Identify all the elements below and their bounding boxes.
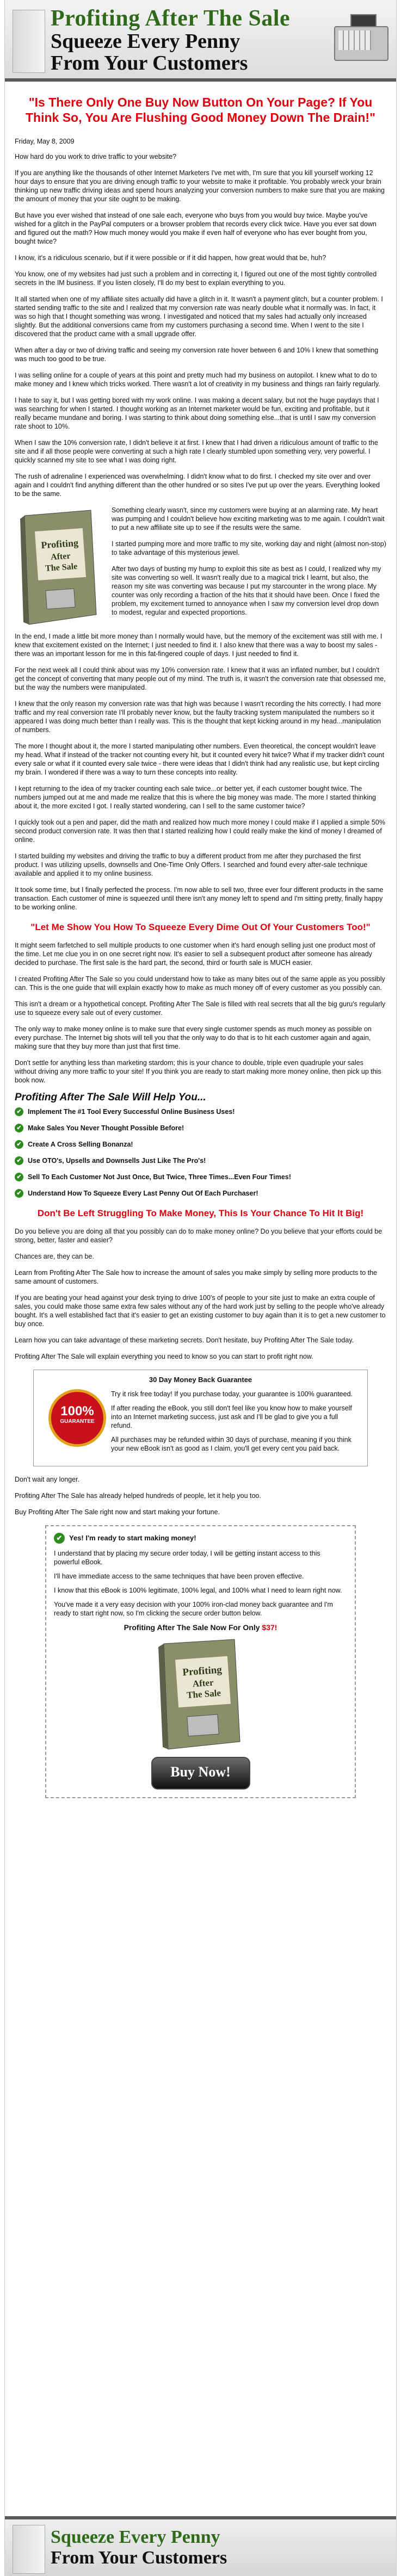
price-value: $37! [262,1623,277,1632]
intro-paragraph: But have you ever wished that instead of one sale each, everyone who buys from you would buy twice. Maybe you've wished for a glitch in the PayPal computers or a browser problem that records every click twice. Have you ever sat down and figured out the math? How much money would you make if even half of everyone who has ever bought from you, bought twice? [15,212,377,245]
benefit-text: Sell To Each Customer Not Just Once, But Twice, Three Times...Even Four Times! [28,1173,291,1181]
checkmark-icon: ✔ [15,1140,23,1149]
benefit-text: Implement The #1 Tool Every Successful Online Business Uses! [28,1108,235,1116]
benefit-item [15,1189,386,1198]
closing-paragraph: Buy Profiting After The Sale right now and start making your fortune. [15,1508,220,1516]
seal-percent: 100% [60,1404,94,1419]
intro-paragraph: I was selling online for a couple of years at this point and pretty much had my business on autopilot. I knew what to do to make money and I knew which tricks worked. There wasn't a lot of creativity in my business and things ran fairly regularly. [15,371,380,388]
guarantee-text: If after reading the eBook, you still don't feel like you know how to make yourself into an Internet marketing success, just ask and I'll be glad to give you a full refund. [111,1404,352,1429]
guarantee-text: Try it risk free today! If you purchase today, your guarantee is 100% guaranteed. [111,1390,353,1398]
order-text: I understand that by placing my secure order today, I will be getting instant access to this powerful eBook. [54,1550,320,1566]
intro-paragraph: I hate to say it, but I was getting bored with my work online. I was making a decent salary, but not the huge paydays that I was searching for when I started. I thought working as an Internet marketer would be fun, exciting and profitable, but it really became mundane and boring. I was starting to think about doing something else...that is until I saw my conversion rate shoot to 10%. [15,397,379,430]
body-paragraph: It took some time, but I finally perfected the process. I'm now able to sell two, three ever four different products in the same transaction. Each customer of mine is squeezed until there isn't any money left to spend and I'm sitting pretty, finally happy to be working online. [15,886,384,911]
site-footer [5,2516,396,2576]
closing-paragraph: Profiting After The Sale has already helped hundreds of people, let it help you too. [15,1492,261,1500]
book-section-paragraph: Something clearly wasn't, since my customers were buying at an alarming rate. My heart was pumping and I couldn't believe how exciting marketing was to me again. I couldn't wait to put a new affiliate site up to see if the results were the same. [112,506,385,531]
svg-text:Profiting: Profiting [182,1664,223,1679]
checkmark-icon: ✔ [15,1124,23,1132]
checkmark-icon: ✔ [54,1533,65,1544]
guarantee-title: 30 Day Money Back Guarantee [149,1376,252,1384]
body-paragraph: Do you believe you are doing all that you possibly can do to make money online? Do you believe that your efforts could be strong, better, faster and easier? [15,1228,383,1244]
body-paragraph: It might seem farfetched to sell multiple products to one customer when it's hard enough selling just one product most of the time. Let me clue you in on one secret right now. It's easier to sell a subsequent product after someone has already decided to purchase. The first sale is the hard part, the second, third or fourth sale is MUCH easier. [15,942,375,967]
book-section-paragraph: After two days of busting my hump to exploit this site as best as I could, I realized why my site was converting so well. It wasn't really due to a magical trick I learnt, but also, the reason my site was converting was because I put my starcounter in the wrong place. My counter was only recording a fraction of the hits that it should have been. Once I fixed the problem, my excitement turned to annoyance when I saw my conversion level drop down to modest, regular and expected proportions. [112,565,381,616]
benefit-text: Make Sales You Never Thought Possible Before! [28,1124,184,1132]
section-subheading-2: Don't Be Left Struggling To Make Money, This Is Your Chance To Hit It Big! [37,1208,364,1218]
checkmark-icon: ✔ [15,1107,23,1116]
main-content [5,82,396,1798]
intro-paragraph: It all started when one of my affiliate sites actually did have a glitch in it. It wasn't a payment glitch, but a counter problem. I started sending traffic to the site and I realized that my conversion rate was nearly double what it normally was. In fact, it was so high that I thought something was wrong. I investigated and noticed that my sales had actually only increased slightly. But the additional conversions came from my customers purchasing a second time. When I went to the site I discovered that the product came with a small upgrade offer. [15,295,383,338]
intro-paragraph: How hard do you work to drive traffic to your website? [15,153,177,160]
intro-paragraph: You know, one of my websites had just such a problem and in correcting it, I figured out one of the most tightly controlled secrets in the IM business. If you listen closely, I'll do my best to explain everything to you. [15,270,377,287]
body-paragraph: Chances are, they can be. [15,1253,94,1260]
body-paragraph: In the end, I made a little bit more money than I normally would have, but the memory of the excitement was still with me. I knew that excitement existed on the Internet; I just needed to find it. I also knew that there was a way to boost my sales - there was an important lesson for me in this fat-fingered couple of days. I just needed to find it. [15,633,383,658]
book-section-paragraph: I started pumping more and more traffic to my site, working day and night (almost non-stop) to take advantage of this mysterious jewel. [112,540,386,556]
checkmark-icon: ✔ [15,1156,23,1165]
order-yes-line [54,1533,347,1544]
benefit-text: Use OTO's, Upsells and Downsells Just Like The Pro's! [28,1157,206,1165]
order-box [45,1525,356,1798]
main-headline: "Is There Only One Buy Now Button On Your Page? If You Think So, You Are Flushing Good Money Down The Drain!" [26,95,375,125]
body-paragraph: Learn how you can take advantage of these marketing secrets. Don't hesitate, buy Profiting After The Sale today. [15,1336,354,1344]
benefits-title: Profiting After The Sale Will Help You... [15,1092,206,1103]
checkmark-icon: ✔ [15,1189,23,1198]
post-date: Friday, May 8, 2009 [15,138,75,145]
order-text: I know that this eBook is 100% legitimate, 100% legal, and 100% what I need to learn right now. [54,1587,342,1594]
benefit-item [15,1140,386,1149]
header-subtitle-line-1: Squeeze Every Penny [51,30,240,53]
header-subtitle-line-2: From Your Customers [51,52,248,75]
svg-text:The Sale: The Sale [45,561,78,573]
body-paragraph: Don't settle for anything less than marketing stardom; this is your chance to double, triple even quadruple your sales without driving any more traffic to your site! If you think you are ready to start making more money online, then pick up this book now. [15,1059,381,1084]
site-header [5,0,396,82]
svg-text:The Sale: The Sale [186,1687,221,1701]
ebook-cover-image [152,1637,250,1751]
benefit-item [15,1107,386,1116]
benefits-list [15,1107,386,1198]
guarantee-seal-icon [51,1392,103,1444]
footer-ribbon-decoration [13,2525,45,2574]
section-subheading: "Let Me Show You How To Squeeze Every Dime Out Of Your Customers Too!" [30,922,371,932]
ebook-cover-image [15,508,104,628]
order-yes-text: Yes! I'm ready to start making money! [69,1534,196,1542]
intro-paragraph: The rush of adrenaline I experienced was overwhelming. I didn't know what to do first. I checked my site over and over again and I couldn't find anything different than the other hundred or so sites I've put up over the years. Everything looked to be the same. [15,473,380,498]
svg-text:After: After [192,1677,214,1689]
benefit-item [15,1124,386,1132]
buy-now-button[interactable]: Buy Now! [151,1757,250,1789]
body-paragraph: I kept returning to the idea of my tracker counting each sale twice...or better yet, if each customer bought twice. The numbers jumped out at me and made me realize that this is where the big money was made. The more I started thinking about it, the more excited I got. I really started wondering, can I sell to the same customer twice? [15,785,376,810]
order-text: I'll have immediate access to the same techniques that have been proven effective. [54,1572,304,1580]
body-paragraph: I created Profiting After The Sale so you could understand how to take as many bites out of the same apple as you possibly can. This is the one guide that will explain exactly how to make as much money off of every customer as you possibly can. [15,975,385,992]
body-paragraph: I started building my websites and driving the traffic to buy a different product from me after they purchased the first product. I was utilizing upsells, downsells and One-Time Only Offers. I searched and found every after-sale technique available and applied it to my online business. [15,852,368,877]
intro-paragraph: I know, it's a ridiculous scenario, but if it were possible or if it did happen, how great would that be, huh? [15,254,326,262]
body-paragraph: This isn't a dream or a hypothetical concept. Profiting After The Sale is filled with real secrets that all the big guru's regularly use to squeeze every sale out of every customer. [15,1000,386,1017]
header-ribbon-decoration [13,10,45,73]
body-paragraph: The only way to make money online is to make sure that every single customer spends as much money as possible on every purchase. The Internet big shots will tell you that the only way to do that is to hit each customer again and again, making sure that they buy more than just that first time. [15,1025,372,1050]
body-paragraph: The more I thought about it, the more I started manipulating other numbers. Even theoretical, the concept wouldn't leave my head. What if instead of the tracker not counting every hit, but it counted every hit twice? What if my tracker didn't count every sale or what if it counted every sale twice - there were ideas that I didn't think had any realistic use, but kept circling my brain. I wondered if there was a way to turn these concepts into reality. [15,742,385,776]
body-paragraph: I knew that the only reason my conversion rate was that high was because I wasn't recording the hits correctly. I had more traffic and my real conversion rate I'll probably never know, but the faulty tracking system manipulated the numbers so it appeared I was doing much better than I really was. This is the thought that kept kicking around in my head...manipulation of numbers. [15,700,381,734]
order-text: You've made it a very easy decision with your 100% iron-clad money back guarantee and I'm ready to start right now, so I'm clicking the secure order button below. [54,1601,333,1617]
footer-line-2: From Your Customers [51,2548,227,2568]
body-paragraph: Learn from Profiting After The Sale how to increase the amount of sales you make simply by selling more products to the same amount of customers. [15,1269,378,1285]
guarantee-text: All purchases may be refunded within 30 days of purchase, meaning if you think your new eBook isn't as good as I claim, you'll get every cent you paid back. [111,1436,351,1452]
footer-line-1: Squeeze Every Penny [51,2527,220,2547]
body-paragraph: I quickly took out a pen and paper, did the math and realized how much more money I could make if I applied a simple 50% second product conversion rate. It was then that I started realizing how I could really make the kind of money I dreamed of online. [15,819,385,844]
intro-paragraph: When after a day or two of driving traffic and seeing my conversion rate hover between 6 and 10% I knew that something was much too good to be true. [15,346,379,363]
intro-paragraph: If you are anything like the thousands of other Internet Marketers I've met with, I'm sure that you kill yourself working 12 hour days to ensure that you are driving enough traffic to your website to make it profitable. You probably wreck your brain thinking up new traffic driving ideas and spend hours analyzing your conversion numbers to make sure that you are making the amount of money that your site ought to be making. [15,169,385,203]
benefit-text: Create A Cross Selling Bonanza! [28,1141,133,1148]
cash-register-icon [334,12,386,63]
checkmark-icon: ✔ [15,1173,23,1181]
price-line [54,1623,347,1632]
guarantee-box [33,1370,368,1466]
price-label: Profiting After The Sale Now For Only [124,1623,260,1632]
header-title: Profiting After The Sale [51,6,291,31]
benefit-item [15,1156,386,1165]
body-paragraph: If you are beating your head against your desk trying to drive 100's of people to your site just to make an extra couple of sales, you could make those same extra few sales without any of the hard work just by selling to the people who've already bought. It's a well established fact that it's easier to get an existing customer to buy again than it is to get a new customer to buy once. [15,1294,386,1328]
seal-word: GUARANTEE [60,1419,95,1425]
intro-paragraph: When I saw the 10% conversion rate, I didn't believe it at first. I knew that I had driven a ridiculous amount of traffic to the site and if all those people were converting at such a high rate I clearly stumbled upon something very, very powerful. I quickly scanned my site to see what I was doing right. [15,439,378,464]
sales-page [4,0,397,2576]
body-paragraph: Profiting After The Sale will explain everything you need to know so you can start to profit right now. [15,1353,313,1360]
benefit-text: Understand How To Squeeze Every Last Penny Out Of Each Purchaser! [28,1190,258,1197]
header-title-block [51,7,301,74]
svg-text:After: After [50,551,71,562]
closing-paragraph: Don't wait any longer. [15,1476,80,1483]
body-paragraph: For the next week all I could think about was my 10% conversion rate. I knew that it was an inflated number, but I couldn't get the concept of converting that many people out of my mind. The truth is, it wasn't the conversion rate that obsessed me, but the way the numbers were manipulated. [15,666,386,691]
benefit-item [15,1173,386,1181]
svg-text:Profiting: Profiting [40,537,79,551]
